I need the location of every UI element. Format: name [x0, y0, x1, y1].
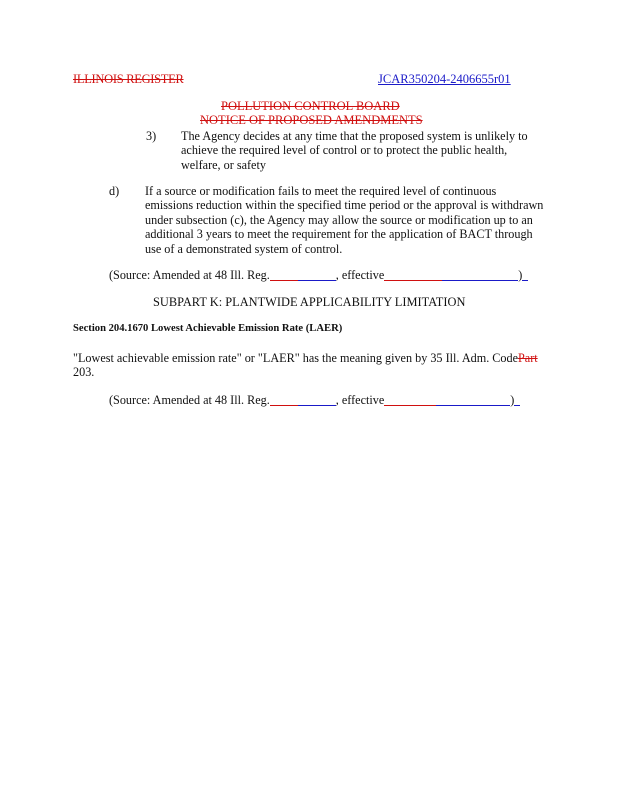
- effective-label: , effective: [335, 268, 385, 282]
- text-line: welfare, or safety: [181, 157, 266, 172]
- item-d-text: [145, 184, 595, 256]
- register-header: ILLINOIS REGISTER: [73, 72, 184, 86]
- text-line: achieve the required level of control or to protect the public health,: [181, 143, 508, 158]
- text-line: under subsection (c), the Agency may allow the source or modification up to an: [145, 212, 533, 227]
- definition-text: "Lowest achievable emission rate" or "LAER" has the meaning given by 35 Ill. Adm. Code: [73, 351, 519, 365]
- definition-continuation: 203.: [73, 365, 95, 379]
- text-line: emissions reduction within the specified time period or the approval is withdrawn: [145, 198, 544, 213]
- agency-title: POLLUTION CONTROL BOARD: [221, 99, 400, 113]
- date-blank: [436, 404, 510, 406]
- trailing-blank: [514, 404, 520, 406]
- reg-blank: [298, 404, 336, 406]
- date-blank-struck: [384, 404, 436, 406]
- section-heading: Section 204.1670 Lowest Achievable Emission Rate (LAER): [73, 323, 343, 334]
- item-letter: d): [109, 184, 120, 198]
- struck-part: Part: [518, 351, 538, 365]
- document-id: JCAR350204-2406655r01: [378, 72, 511, 86]
- source-prefix: (Source: Amended at 48 Ill. Reg.: [109, 393, 270, 407]
- reg-blank-struck: [270, 279, 298, 281]
- reg-blank: [298, 279, 336, 281]
- date-blank: [442, 279, 518, 281]
- subpart-heading: SUBPART K: PLANTWIDE APPLICABILITY LIMITATION: [153, 295, 466, 309]
- text-line: use of a demonstrated system of control.: [145, 241, 343, 256]
- source-close: ): [518, 268, 523, 282]
- source-note: [109, 393, 520, 408]
- source-prefix: (Source: Amended at 48 Ill. Reg.: [109, 268, 270, 282]
- notice-title: NOTICE OF PROPOSED AMENDMENTS: [200, 113, 423, 127]
- laer-definition: [73, 351, 538, 366]
- source-close: ): [510, 393, 515, 407]
- text-line: additional 3 years to meet the requirement for the application of BACT through: [145, 227, 533, 242]
- item-number: 3): [146, 129, 157, 143]
- date-blank-struck: [384, 279, 442, 281]
- item-3-text: [181, 129, 571, 172]
- reg-blank-struck: [270, 404, 298, 406]
- effective-label: , effective: [335, 393, 385, 407]
- trailing-blank: [522, 279, 528, 281]
- text-line: If a source or modification fails to meet the required level of continuous: [145, 184, 497, 198]
- source-note: [109, 268, 528, 283]
- text-line: The Agency decides at any time that the proposed system is unlikely to: [181, 129, 528, 143]
